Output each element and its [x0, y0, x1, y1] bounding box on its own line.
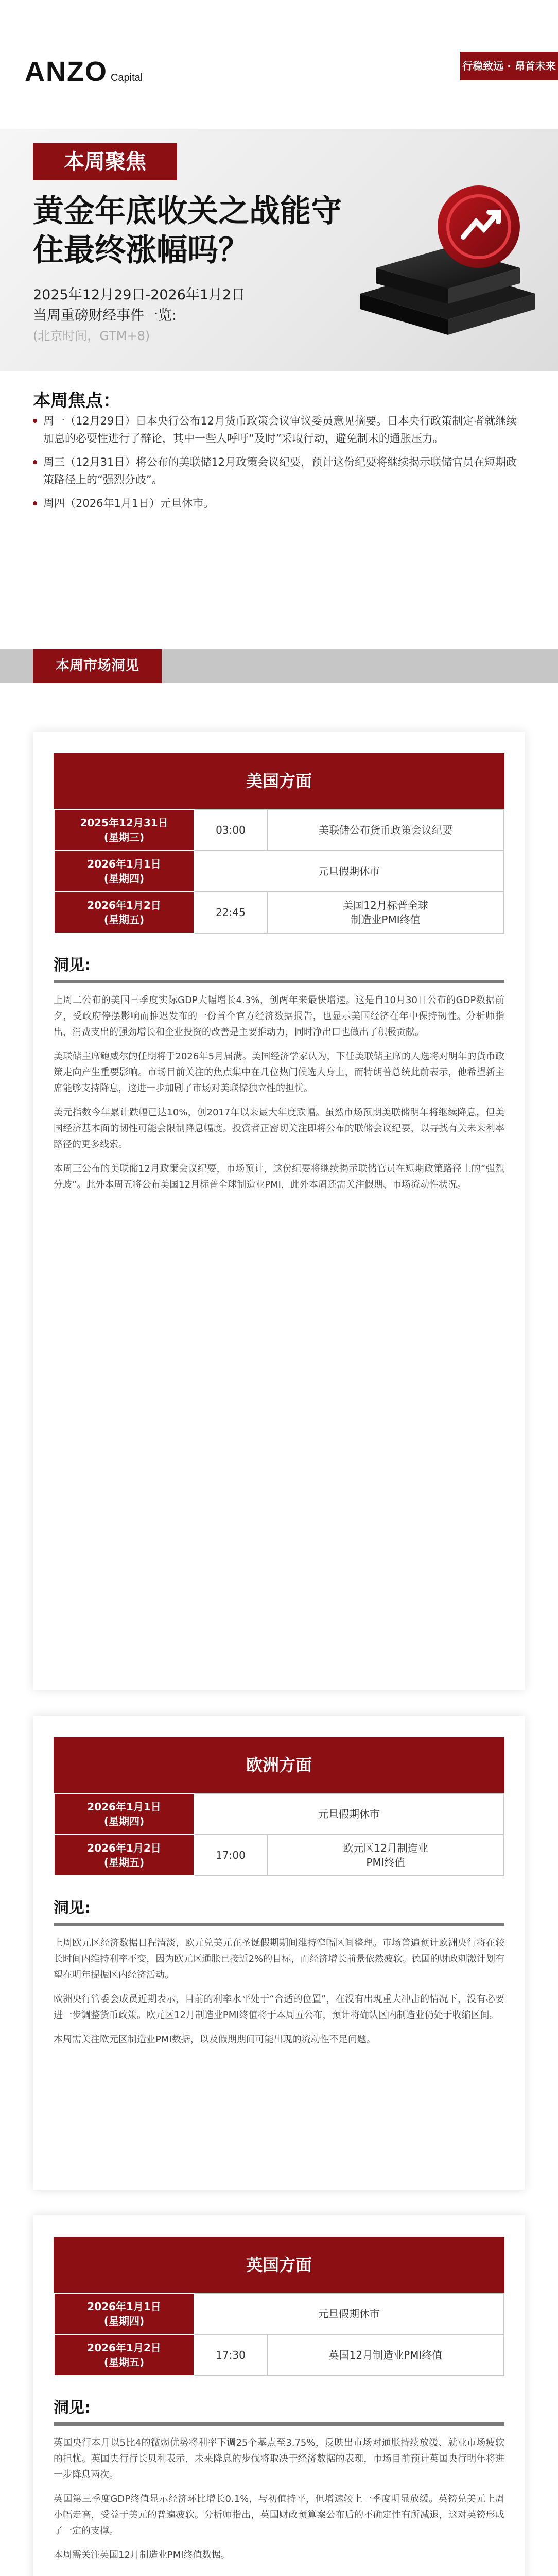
insight-block — [54, 952, 504, 1193]
event-date: 2026年1月2日 (星期五) — [54, 892, 194, 933]
event-row — [54, 851, 504, 892]
hero-source: (北京时间，GTM+8) — [33, 329, 150, 343]
divider — [54, 980, 504, 983]
focus-item: 周四（2026年1月1日）元旦休市。 — [33, 495, 525, 512]
event-row — [54, 1793, 504, 1835]
insight-paragraph: 本周需关注英国12月制造业PMI终值数据。 — [54, 2550, 230, 2561]
event-date: 2026年1月2日 (星期五) — [54, 1835, 194, 1876]
hero-banner — [0, 129, 558, 371]
event-date: 2026年1月1日 (星期四) — [54, 2293, 194, 2334]
focus-item: 周一（12月29日）日本央行公布12月货币政策会议审议委员意见摘要。日本央行政策制定者就继续加息的必要性进行了辩论，其中一些人呼吁“及时”采取行动，避免制未的通胀压力。 — [33, 412, 525, 447]
hero-subtitle: 当周重磅财经事件一览: — [33, 308, 177, 324]
insight-paragraph: 上周二公布的美国三季度实际GDP大幅增长4.3%，创两年来最快增速。这是自10月30日公布的GDP数据前夕，受政府停摆影响而推迟发布的一份首个官方经济数据报告，也显示美国经济在年中保持韧性。分析师指出，消费支出的强劲增长和企业投资的改善是主要推动力，同时净出口也做出了积极贡献。 — [54, 995, 504, 1038]
event-time: 03:00 — [194, 809, 267, 851]
insight-title: 洞见: — [54, 956, 91, 974]
insight-block — [54, 1895, 504, 2047]
insight-paragraph: 英国央行本月以5比4的微弱优势将利率下调25个基点至3.75%，反映出市场对通胀持续放缓、就业市场疲软的担忧。英国央行行长贝利表示，未来降息的步伐将取决于经济数据的表现，市场目前预计英国央行明年将进一步降息两次。 — [54, 2437, 504, 2480]
brand-logo: ANZO Capital — [25, 56, 143, 87]
insight-block — [54, 2395, 504, 2563]
insight-paragraph: 本周需关注欧元区制造业PMI数据，以及假期期间可能出现的流动性不足问题。 — [54, 2034, 376, 2045]
event-name: 元旦假期休市 — [194, 851, 504, 892]
hero-date-range: 2025年12月29日-2026年1月2日 — [33, 287, 246, 303]
focus-item: 周三（12月31日）将公布的美联储12月政策会议纪要，预计这份纪要将继续揭示联储官员在短期政策路径上的“强烈分歧”。 — [33, 453, 525, 488]
event-name: 元旦假期休市 — [194, 1793, 504, 1835]
card-uk — [33, 2215, 525, 2576]
insight-title: 洞见: — [54, 1899, 91, 1917]
event-name: 英国12月制造业PMI终值 — [267, 2334, 504, 2376]
insight-paragraph: 美元指数今年累计跌幅已达10%，创2017年以来最大年度跌幅。虽然市场预期美联储明年将继续降息，但美国经济基本面的韧性可能会限制降息幅度。投资者正密切关注即将公布的联储会议纪要，以寻找有关未来利率路径的更多线索。 — [54, 1107, 504, 1150]
event-date: 2026年1月2日 (星期五) — [54, 2334, 194, 2376]
insight-paragraph: 上周欧元区经济数据日程清淡，欧元兑美元在圣诞假期期间维持窄幅区间整理。市场普遍预计欧洲央行将在较长时间内维持利率不变，因为欧元区通胀已接近2%的目标，而经济增长前景依然疲软。德国的财政刺激计划有望在明年提振区内经济活动。 — [54, 1938, 504, 1980]
event-name: 欧元区12月制造业 PMI终值 — [267, 1835, 504, 1876]
event-table — [54, 1793, 504, 1876]
header — [0, 0, 558, 129]
divider — [54, 2422, 504, 2426]
hero-badge: 本周聚焦 — [33, 143, 177, 180]
event-row — [54, 809, 504, 851]
event-row — [54, 892, 504, 933]
event-row — [54, 1835, 504, 1876]
focus-title: 本周焦点： — [33, 391, 120, 411]
focus-list — [33, 412, 525, 518]
event-row — [54, 2293, 504, 2334]
divider — [54, 1923, 504, 1926]
event-table — [54, 809, 504, 934]
event-name: 美国12月标普全球 制造业PMI终值 — [267, 892, 504, 933]
event-date: 2026年1月1日 (星期四) — [54, 1793, 194, 1835]
insight-paragraph: 美联储主席鲍威尔的任期将于2026年5月届满。美国经济学家认为，下任美联储主席的人选将对明年的货币政策走向产生重要影响。市场目前关注的焦点集中在几位热门候选人身上，而特朗普总统此前表示，他希望新主席能够支持降息，这进一步加剧了市场对美联储独立性的担忧。 — [54, 1051, 504, 1094]
event-table — [54, 2293, 504, 2376]
hero-title: 黄金年底收关之战能守住最终涨幅吗？ — [33, 193, 342, 268]
card-us — [33, 732, 525, 1690]
card-header: 欧洲方面 — [54, 1737, 504, 1793]
event-date: 2026年1月1日 (星期四) — [54, 851, 194, 892]
card-header: 英国方面 — [54, 2237, 504, 2293]
event-name: 元旦假期休市 — [194, 2293, 504, 2334]
event-row — [54, 2334, 504, 2376]
brand-tagline: 行稳致远 · 昂首未来 — [460, 52, 558, 80]
insight-paragraph: 欧洲央行管委会成员近期表示，目前的利率水平处于“合适的位置”，在没有出现重大冲击的情况下，没有必要进一步调整货币政策。欧元区12月制造业PMI终值将于本周五公布，预计将确认区内制造业仍处于收缩区间。 — [54, 1994, 504, 2021]
event-time: 17:00 — [194, 1835, 267, 1876]
card-header: 美国方面 — [54, 753, 504, 809]
insight-title: 洞见: — [54, 2399, 91, 2417]
insight-paragraph: 本周三公布的美联储12月政策会议纪要，市场预计，这份纪要将继续揭示联储官员在短期政策路径上的“强烈分歧”。此外本周五将公布美国12月标普全球制造业PMI，此外本周还需关注假期、市场流动性状况。 — [54, 1163, 504, 1190]
event-time: 22:45 — [194, 892, 267, 933]
event-time: 17:30 — [194, 2334, 267, 2376]
event-name: 美联储公布货币政策会议纪要 — [267, 809, 504, 851]
gold-bars-illustration — [329, 165, 551, 350]
event-date: 2025年12月31日 (星期三) — [54, 809, 194, 851]
section-tab: 本周市场洞见 — [33, 649, 162, 683]
insight-paragraph: 英国第三季度GDP终值显示经济环比增长0.1%，与初值持平，但增速较上一季度明显放缓。英镑兑美元上周小幅走高，受益于美元的普遍疲软。分析师指出，英国财政预算案公布后的不确定性有所减退，这对英镑形成了一定的支撑。 — [54, 2494, 504, 2536]
card-europe — [33, 1716, 525, 2190]
